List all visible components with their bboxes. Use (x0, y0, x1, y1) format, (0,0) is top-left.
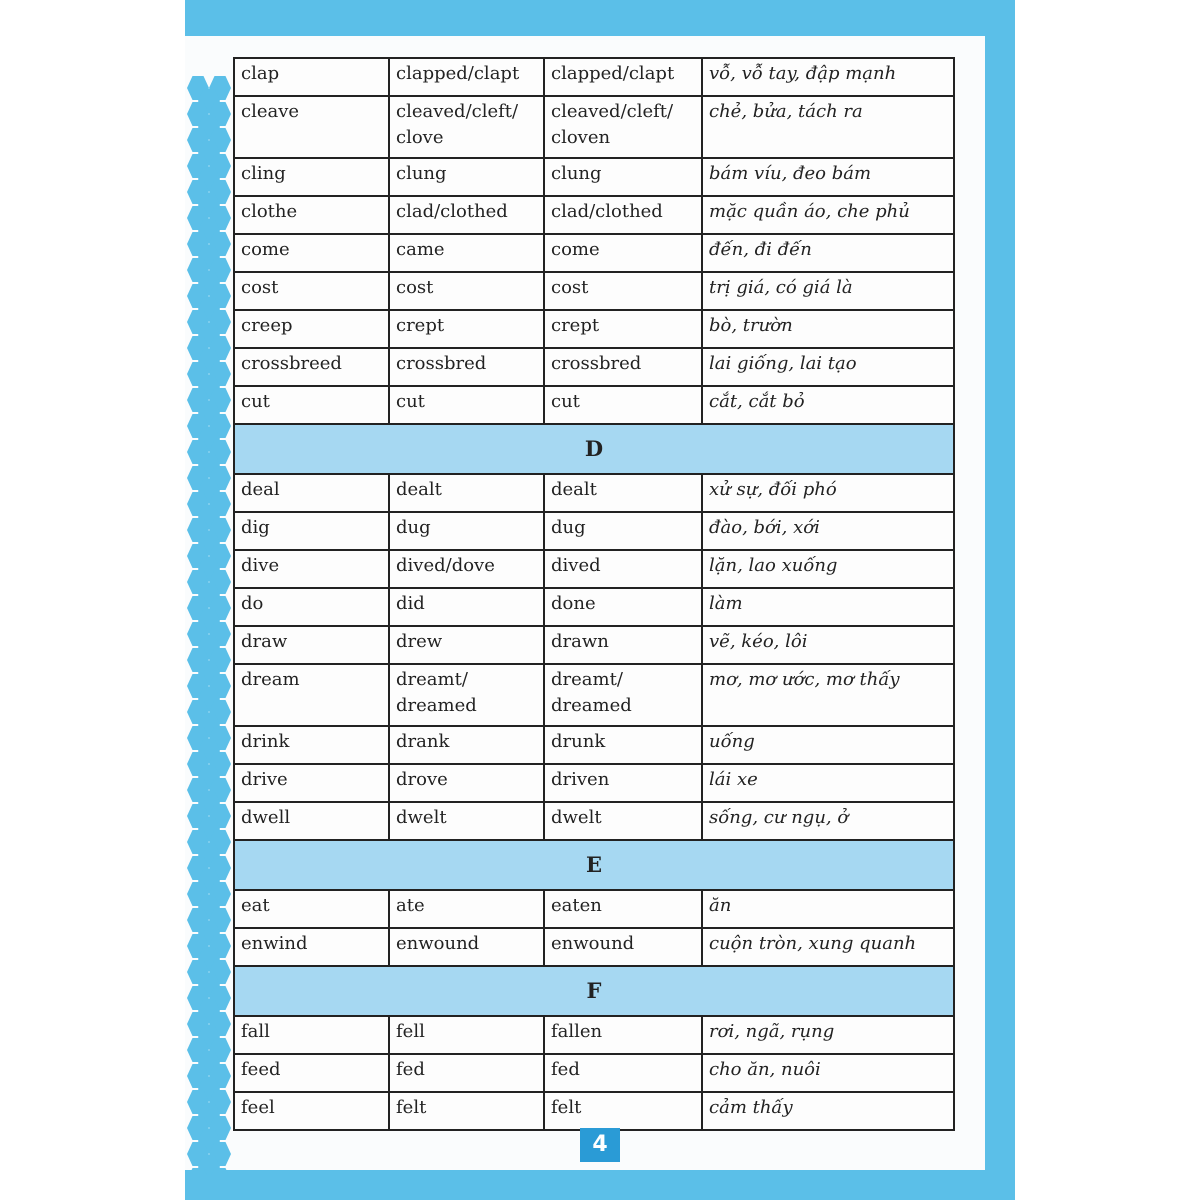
meaning-cell: mơ, mơ ước, mơ thấy (702, 664, 954, 726)
verb-row (234, 348, 954, 386)
past-participle-cell: eaten (544, 890, 702, 928)
verb-row (234, 96, 954, 158)
past-simple-cell: came (389, 234, 544, 272)
base-form-cell: cling (234, 158, 389, 196)
base-form-cell: clothe (234, 196, 389, 234)
past-participle-cell: crossbred (544, 348, 702, 386)
verb-row (234, 890, 954, 928)
base-form-cell: eat (234, 890, 389, 928)
verb-row (234, 550, 954, 588)
meaning-cell: lai giống, lai tạo (702, 348, 954, 386)
past-participle-cell: clapped/clapt (544, 58, 702, 96)
past-participle-cell: dreamt/ dreamed (544, 664, 702, 726)
meaning-cell: rơi, ngã, rụng (702, 1016, 954, 1054)
meaning-cell: vỗ, vỗ tay, đập mạnh (702, 58, 954, 96)
meaning-cell: bám víu, đeo bám (702, 158, 954, 196)
base-form-cell: crossbreed (234, 348, 389, 386)
past-participle-cell: cut (544, 386, 702, 424)
verb-row (234, 726, 954, 764)
past-simple-cell: crossbred (389, 348, 544, 386)
verb-row (234, 1016, 954, 1054)
section-letter: D (234, 424, 954, 474)
past-participle-cell: crept (544, 310, 702, 348)
verb-row (234, 928, 954, 966)
meaning-cell: ăn (702, 890, 954, 928)
past-participle-cell: drawn (544, 626, 702, 664)
past-participle-cell: dug (544, 512, 702, 550)
past-simple-cell: ate (389, 890, 544, 928)
meaning-cell: vẽ, kéo, lôi (702, 626, 954, 664)
past-simple-cell: clad/clothed (389, 196, 544, 234)
past-simple-cell: clapped/clapt (389, 58, 544, 96)
meaning-cell: bò, trườn (702, 310, 954, 348)
past-simple-cell: did (389, 588, 544, 626)
base-form-cell: cleave (234, 96, 389, 158)
past-participle-cell: enwound (544, 928, 702, 966)
base-form-cell: clap (234, 58, 389, 96)
verb-row (234, 310, 954, 348)
verb-row (234, 158, 954, 196)
section-header-row (234, 966, 954, 1016)
meaning-cell: lái xe (702, 764, 954, 802)
past-participle-cell: fed (544, 1054, 702, 1092)
past-participle-cell: cost (544, 272, 702, 310)
verb-row (234, 58, 954, 96)
past-simple-cell: dug (389, 512, 544, 550)
meaning-cell: cho ăn, nuôi (702, 1054, 954, 1092)
verb-row (234, 1054, 954, 1092)
base-form-cell: creep (234, 310, 389, 348)
past-participle-cell: fallen (544, 1016, 702, 1054)
past-participle-cell: dwelt (544, 802, 702, 840)
section-header-row (234, 424, 954, 474)
past-participle-cell: clad/clothed (544, 196, 702, 234)
meaning-cell: cảm thấy (702, 1092, 954, 1130)
past-simple-cell: dealt (389, 474, 544, 512)
verb-row (234, 764, 954, 802)
meaning-cell: đến, đi đến (702, 234, 954, 272)
meaning-cell: uống (702, 726, 954, 764)
irregular-verbs-table (233, 57, 955, 1131)
past-simple-cell: cleaved/cleft/ clove (389, 96, 544, 158)
meaning-cell: xử sự, đối phó (702, 474, 954, 512)
verb-row (234, 664, 954, 726)
meaning-cell: cắt, cắt bỏ (702, 386, 954, 424)
base-form-cell: come (234, 234, 389, 272)
past-simple-cell: dreamt/ dreamed (389, 664, 544, 726)
base-form-cell: deal (234, 474, 389, 512)
base-form-cell: fall (234, 1016, 389, 1054)
past-simple-cell: crept (389, 310, 544, 348)
past-simple-cell: cost (389, 272, 544, 310)
base-form-cell: drink (234, 726, 389, 764)
past-simple-cell: dived/dove (389, 550, 544, 588)
verb-row (234, 234, 954, 272)
base-form-cell: dive (234, 550, 389, 588)
past-simple-cell: cut (389, 386, 544, 424)
past-participle-cell: dealt (544, 474, 702, 512)
base-form-cell: dig (234, 512, 389, 550)
meaning-cell: lặn, lao xuống (702, 550, 954, 588)
base-form-cell: cost (234, 272, 389, 310)
section-header-row (234, 840, 954, 890)
verb-row (234, 626, 954, 664)
base-form-cell: dwell (234, 802, 389, 840)
base-form-cell: draw (234, 626, 389, 664)
section-letter: F (234, 966, 954, 1016)
base-form-cell: drive (234, 764, 389, 802)
verb-row (234, 512, 954, 550)
past-simple-cell: drove (389, 764, 544, 802)
past-simple-cell: clung (389, 158, 544, 196)
past-simple-cell: felt (389, 1092, 544, 1130)
verb-row (234, 802, 954, 840)
meaning-cell: làm (702, 588, 954, 626)
meaning-cell: cuộn tròn, xung quanh (702, 928, 954, 966)
section-letter: E (234, 840, 954, 890)
meaning-cell: trị giá, có giá là (702, 272, 954, 310)
hexagon-border-decoration (185, 76, 231, 1176)
past-participle-cell: come (544, 234, 702, 272)
verb-row (234, 474, 954, 512)
past-participle-cell: drunk (544, 726, 702, 764)
base-form-cell: feel (234, 1092, 389, 1130)
base-form-cell: enwind (234, 928, 389, 966)
verb-row (234, 588, 954, 626)
past-simple-cell: enwound (389, 928, 544, 966)
past-participle-cell: felt (544, 1092, 702, 1130)
meaning-cell: đào, bới, xới (702, 512, 954, 550)
verb-row (234, 1092, 954, 1130)
verb-row (234, 272, 954, 310)
meaning-cell: chẻ, bửa, tách ra (702, 96, 954, 158)
base-form-cell: cut (234, 386, 389, 424)
past-simple-cell: drank (389, 726, 544, 764)
past-simple-cell: drew (389, 626, 544, 664)
past-participle-cell: clung (544, 158, 702, 196)
past-participle-cell: cleaved/cleft/ cloven (544, 96, 702, 158)
past-participle-cell: done (544, 588, 702, 626)
past-participle-cell: dived (544, 550, 702, 588)
past-simple-cell: dwelt (389, 802, 544, 840)
past-participle-cell: driven (544, 764, 702, 802)
verb-row (234, 196, 954, 234)
meaning-cell: mặc quần áo, che phủ (702, 196, 954, 234)
page-number: 4 (580, 1128, 620, 1162)
past-simple-cell: fell (389, 1016, 544, 1054)
base-form-cell: do (234, 588, 389, 626)
base-form-cell: feed (234, 1054, 389, 1092)
meaning-cell: sống, cư ngụ, ở (702, 802, 954, 840)
past-simple-cell: fed (389, 1054, 544, 1092)
verb-row (234, 386, 954, 424)
base-form-cell: dream (234, 664, 389, 726)
